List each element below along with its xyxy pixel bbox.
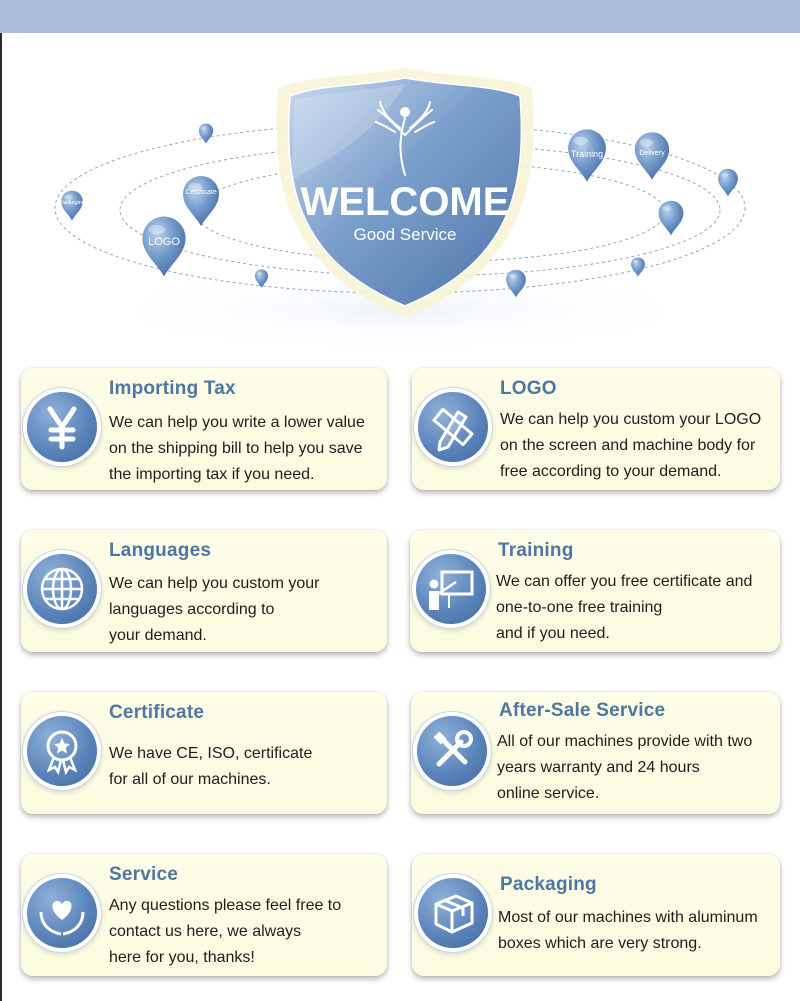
pin-label-logo: LOGO: [148, 236, 180, 248]
card-text-line: We can offer you free certificate and: [496, 573, 753, 590]
card-description: [500, 407, 761, 485]
pin-delivery: [635, 132, 669, 180]
card-text-line: the importing tax if you need.: [109, 466, 315, 483]
pin-logo: [142, 217, 185, 277]
teacher-board-icon: [416, 554, 486, 624]
card-text-line: online service.: [497, 785, 600, 802]
pin-label-certificate: Certificate: [185, 189, 217, 196]
card-description: [109, 571, 319, 649]
card-text-line: Any questions please feel free to: [109, 897, 342, 914]
box-icon: [418, 878, 488, 948]
card-text-line: here for you, thanks!: [109, 949, 255, 966]
card-description: [109, 741, 312, 793]
heart-hands-icon: [27, 878, 97, 948]
card-title: Languages: [109, 540, 212, 561]
pin-label-delivery: Delivery: [639, 150, 665, 157]
pin-training: [568, 129, 606, 182]
card-text-line: on the screen and machine body for: [500, 437, 756, 454]
hero-graphic: [0, 40, 800, 360]
card-after-sale-service: [411, 692, 780, 814]
card-text-line: your demand.: [109, 627, 207, 644]
card-title: Packaging: [500, 874, 597, 895]
card-service: [21, 854, 387, 976]
card-text-line: on the shipping bill to help you save: [109, 440, 363, 457]
map-pin-icon: [659, 201, 684, 236]
pin-label-packaging: Packaging: [59, 200, 85, 206]
card-text-line: boxes which are very strong.: [498, 935, 702, 952]
welcome-hero: [0, 40, 800, 360]
globe-icon: [27, 554, 97, 624]
card-text-line: We can help you write a lower value: [109, 414, 365, 431]
card-title: LOGO: [500, 378, 557, 399]
card-training: [410, 530, 780, 652]
card-languages: [21, 530, 387, 652]
card-title: Importing Tax: [109, 378, 236, 399]
map-pin-icon: [199, 124, 213, 144]
pencil-ruler-icon: [418, 392, 488, 462]
card-description: [498, 905, 758, 957]
card-text-line: one-to-one free training: [496, 599, 663, 616]
card-description: [497, 729, 752, 807]
card-text-line: We can help you custom your: [109, 575, 320, 592]
card-text-line: Most of our machines with aluminum: [498, 909, 758, 926]
map-pin-icon: [718, 169, 738, 197]
card-description: [109, 410, 365, 488]
card-text-line: years warranty and 24 hours: [497, 759, 700, 776]
card-text-line: We have CE, ISO, certificate: [109, 745, 313, 762]
card-description: [496, 569, 752, 647]
card-text-line: for all of our machines.: [109, 771, 271, 788]
card-importing-tax: [21, 368, 387, 490]
card-text-line: languages according to: [109, 601, 275, 618]
card-title: Certificate: [109, 702, 205, 723]
award-badge-icon: [27, 716, 97, 786]
card-certificate: [21, 692, 387, 814]
hero-title: WELCOME: [300, 180, 510, 224]
yen-icon: [27, 392, 97, 462]
map-pin-icon: [631, 257, 645, 276]
card-logo: [412, 368, 780, 490]
card-description: [109, 893, 341, 971]
card-text-line: We can help you custom your LOGO: [500, 411, 762, 428]
card-text-line: free according to your demand.: [500, 463, 722, 480]
card-title: After-Sale Service: [499, 700, 666, 721]
pin-certificate: [183, 176, 219, 226]
card-text-line: and if you need.: [496, 625, 610, 642]
pin-label-training: Training: [570, 149, 604, 159]
hero-subtitle: Good Service: [353, 225, 457, 244]
card-title: Training: [498, 540, 574, 561]
card-text-line: contact us here, we always: [109, 923, 302, 940]
card-packaging: [412, 854, 780, 976]
card-title: Service: [109, 864, 179, 885]
top-banner-bar: [0, 0, 800, 33]
card-text-line: All of our machines provide with two: [497, 733, 753, 750]
pin-packaging: [59, 191, 85, 221]
tools-icon: [417, 716, 487, 786]
